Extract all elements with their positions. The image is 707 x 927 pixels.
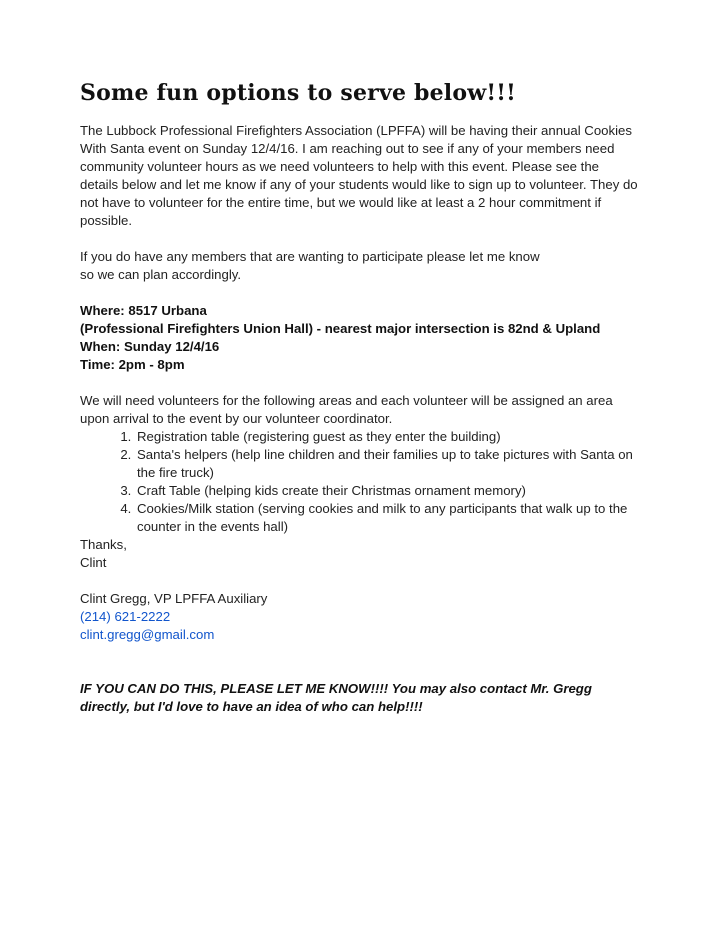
areas-intro: We will need volunteers for the following areas and each volunteer will be assigned an area upon arrival to the event by our volunteer coordinator. xyxy=(80,393,613,426)
event-hall: (Professional Firefighters Union Hall) - nearest major intersection is 82nd & Upland xyxy=(80,321,601,336)
list-item: 2. Santa's helpers (help line children and their families up to take pictures with Santa on the fire truck) xyxy=(135,446,640,482)
closing-note: IF YOU CAN DO THIS, PLEASE LET ME KNOW!!!! You may also contact Mr. Gregg directly, but I'd love to have an idea of who can help!!!! xyxy=(80,681,592,714)
contact-phone-link[interactable]: (214) 621-2222 xyxy=(80,609,171,624)
event-details xyxy=(80,302,640,374)
contact-email-link[interactable]: clint.gregg@gmail.com xyxy=(80,627,215,642)
volunteer-areas-list xyxy=(80,428,640,536)
intro-paragraph: The Lubbock Professional Firefighters Association (LPFFA) will be having their annual Cookies With Santa event on Sunday 12/4/16. I am reaching out to see if any of your members need community volunteer hours as we need volunteers to help with this event. Please see the details below and let me know if any of your students would like to sign up to volunteer. They do not have to volunteer for the entire time, but we would like at least a 2 hour commitment if possible. xyxy=(80,123,638,228)
signoff-name: Clint xyxy=(80,555,107,570)
document-page xyxy=(80,78,640,716)
list-item: 1. Registration table (registering guest as they enter the building) xyxy=(135,428,640,446)
list-item: 3. Craft Table (helping kids create their Christmas ornament memory) xyxy=(135,482,640,500)
request-line-1: If you do have any members that are wanting to participate please let me know xyxy=(80,249,540,264)
event-when: When: Sunday 12/4/16 xyxy=(80,339,220,354)
signoff-thanks: Thanks, xyxy=(80,537,127,552)
list-item: 4. Cookies/Milk station (serving cookies and milk to any participants that walk up to the counter in the events hall) xyxy=(135,500,640,536)
contact-title: Clint Gregg, VP LPFFA Auxiliary xyxy=(80,591,268,606)
request-line-2: so we can plan accordingly. xyxy=(80,267,242,282)
event-time: Time: 2pm - 8pm xyxy=(80,357,185,372)
event-where: Where: 8517 Urbana xyxy=(80,303,207,318)
page-title: Some fun options to serve below!!! xyxy=(80,80,516,106)
